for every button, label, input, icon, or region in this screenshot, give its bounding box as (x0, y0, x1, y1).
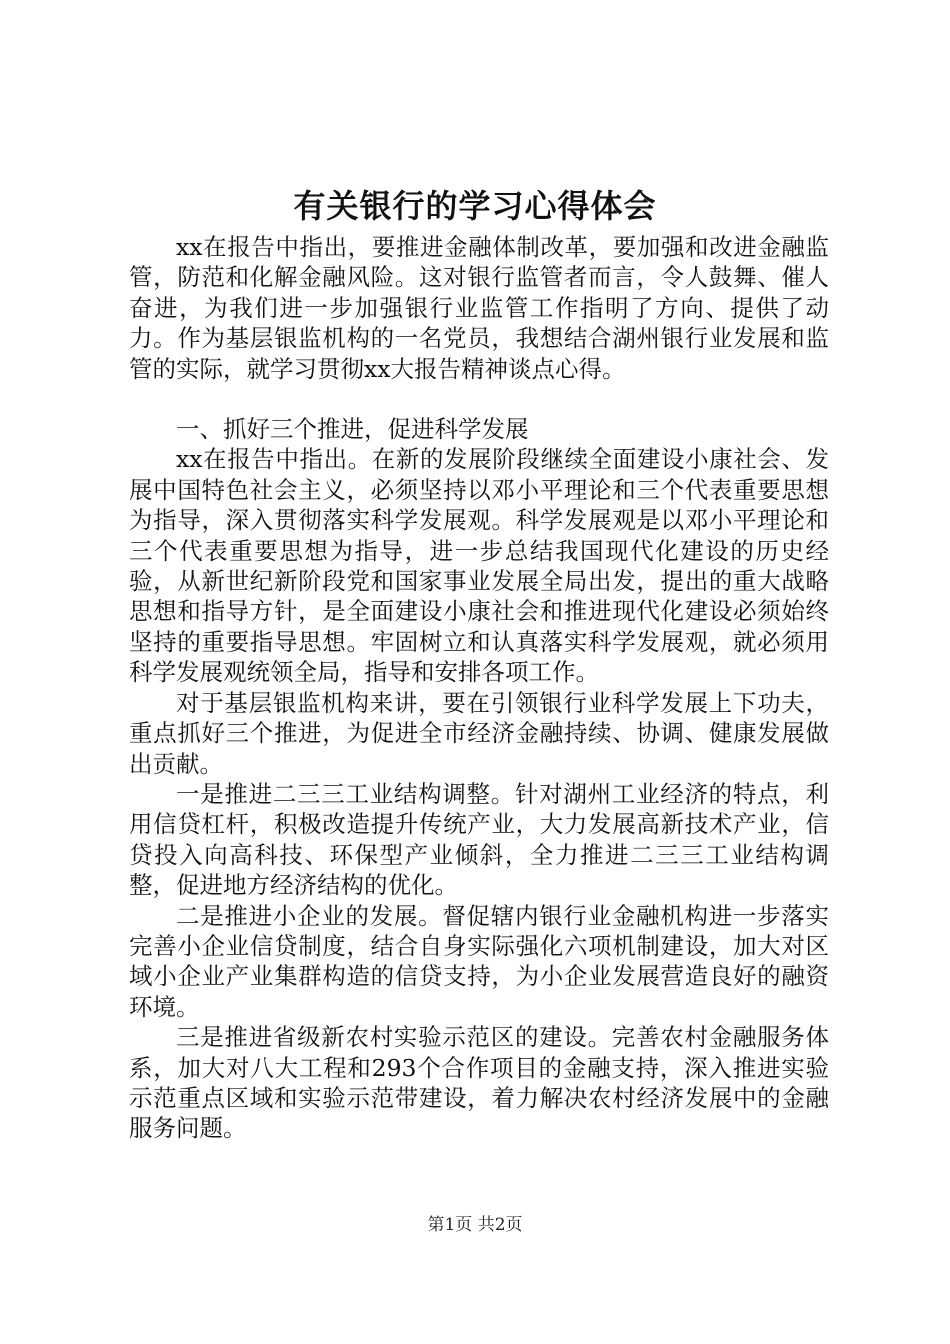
document-body (129, 232, 829, 1144)
paragraph-intro: xx在报告中指出，要推进金融体制改革，要加强和改进金融监管，防范和化解金融风险。这对银行监管者而言，令人鼓舞、催人奋进，为我们进一步加强银行业监管工作指明了方向、提供了动力。作为基层银监机构的一名党员，我想结合湖州银行业发展和监管的实际，就学习贯彻xx大报告精神谈点心得。 (129, 233, 829, 383)
paragraph-report: xx在报告中指出。在新的发展阶段继续全面建设小康社会、发展中国特色社会主义，必须坚持以邓小平理论和三个代表重要思想为指导，深入贯彻落实科学发展观。科学发展观是以邓小平理论和三个代表重要思想为指导，进一步总结我国现代化建设的历史经验，从新世纪新阶段党和国家事业发展全局出发，提出的重大战略思想和指导方针，是全面建设小康社会和推进现代化建设必须始终坚持的重要指导思想。牢固树立和认真落实科学发展观，就必须用科学发展观统领全局，指导和安排各项工作。 (129, 445, 829, 687)
section-heading: 一、抓好三个推进，促进科学发展 (176, 415, 529, 444)
page-footer: 第1页 共2页 (427, 1215, 523, 1235)
paragraph-grassroots: 对于基层银监机构来讲，要在引领银行业科学发展上下功夫，重点抓好三个推进，为促进全市经济金融持续、协调、健康发展做出贡献。 (129, 688, 829, 778)
paragraph-point-three: 三是推进省级新农村实验示范区的建设。完善农村金融服务体系，加大对八大工程和293个合作项目的金融支持，深入推进实验示范重点区域和实验示范带建设，着力解决农村经济发展中的金融服务问题。 (129, 1023, 829, 1143)
paragraph-point-two: 二是推进小企业的发展。督促辖内银行业金融机构进一步落实完善小企业信贷制度，结合自身实际强化六项机制建设，加大对区域小企业产业集群构造的信贷支持，为小企业发展营造良好的融资环境。 (129, 901, 829, 1021)
paragraph-point-one: 一是推进二三三工业结构调整。针对湖州工业经济的特点，利用信贷杠杆，积极改造提升传统产业，大力发展高新技术产业，信贷投入向高科技、环保型产业倾斜，全力推进二三三工业结构调整，促进地方经济结构的优化。 (129, 779, 829, 900)
document-title: 有关银行的学习心得体会 (293, 187, 657, 225)
